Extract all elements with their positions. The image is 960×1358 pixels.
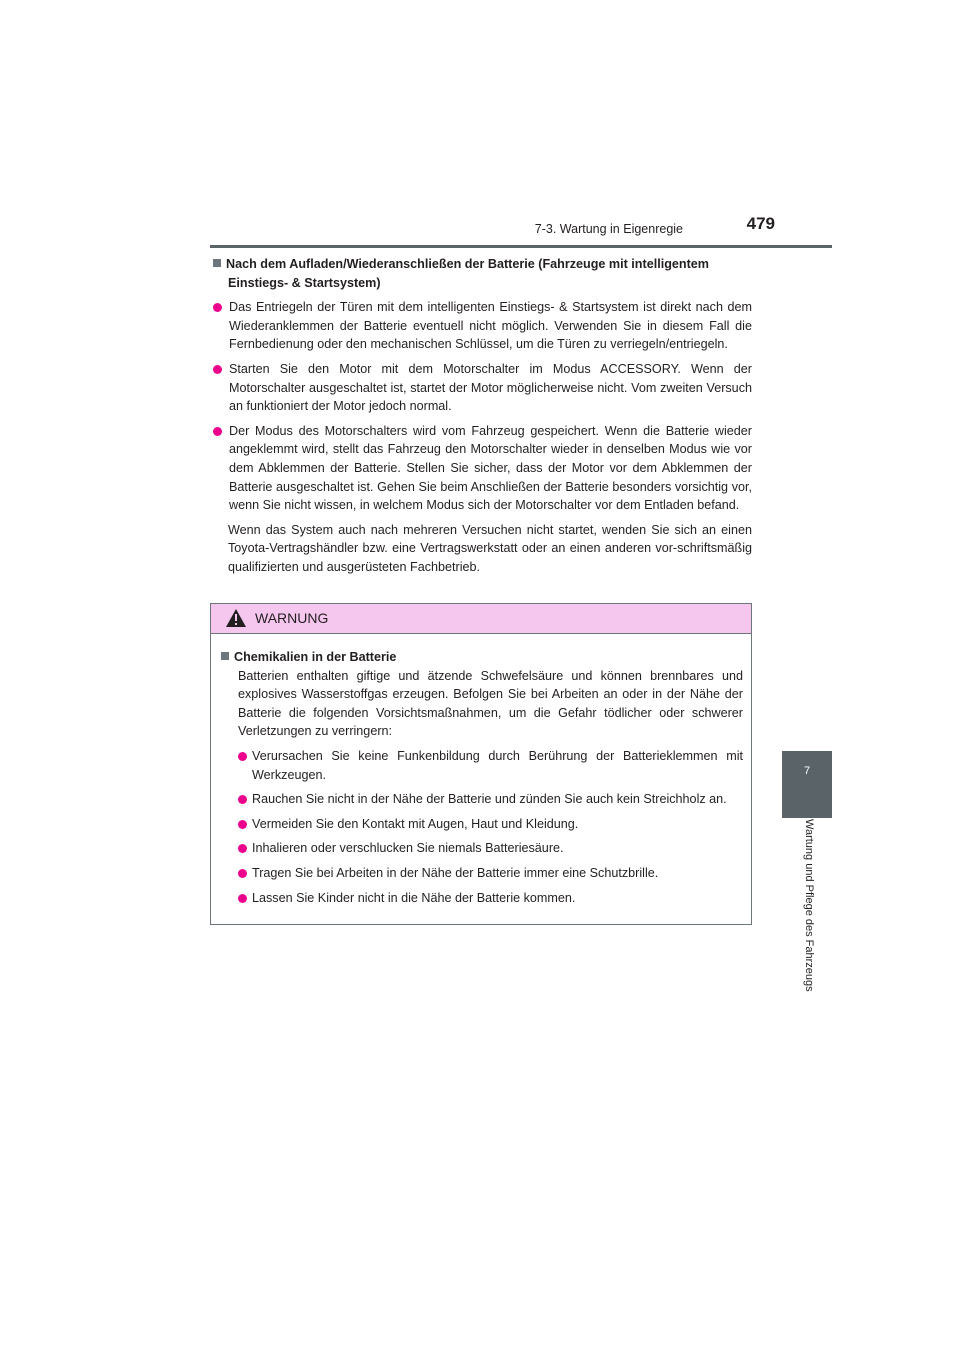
warning-list-item xyxy=(221,864,743,883)
bullet-dot-icon xyxy=(238,795,247,804)
section-label: 7-3. Wartung in Eigenregie xyxy=(534,222,683,236)
bullet-dot-icon xyxy=(238,844,247,853)
list-item-text: Starten Sie den Motor mit dem Motorschalter im Modus ACCESSORY. Wenn der Motorschalter ausgeschaltet ist, startet der Motor möglicherweise nicht. Vom zweiten Versuch an funktioniert der Motor jedoch normal. xyxy=(229,361,752,414)
header-divider xyxy=(210,245,832,248)
square-bullet-icon xyxy=(213,259,221,267)
bullet-dot-icon xyxy=(238,869,247,878)
bullet-dot-icon xyxy=(238,752,247,761)
warning-list-item xyxy=(221,747,743,784)
warning-heading xyxy=(221,648,743,667)
warning-list-item-text: Inhalieren oder verschlucken Sie niemals Batteriesäure. xyxy=(252,841,564,856)
warning-title: WARNUNG xyxy=(255,610,329,626)
list-item xyxy=(213,298,752,354)
warning-body xyxy=(211,634,751,907)
section-heading xyxy=(213,255,752,292)
warning-list-item xyxy=(221,815,743,834)
page-number: 479 xyxy=(746,214,775,233)
warning-list-item-text: Vermeiden Sie den Kontakt mit Augen, Haut und Kleidung. xyxy=(252,816,579,831)
list-item-text: Das Entriegeln der Türen mit dem intelligenten Einstiegs- & Startsystem ist direkt nach dem Wiederanklemmen der Batterie eventuell nicht möglich. Verwenden Sie in diesem Fall die Fernbedienung oder den mechanischen Schlüssel, um die Türen zu verriegeln/entriegeln. xyxy=(229,300,752,352)
bullet-dot-icon xyxy=(238,894,247,903)
square-bullet-icon xyxy=(221,652,229,660)
warning-triangle-icon xyxy=(225,608,247,628)
page-header xyxy=(0,0,960,250)
note-paragraph: Wenn das System auch nach mehreren Versuchen nicht startet, wenden Sie sich an einen Toyota-Vertragshändler bzw. eine Vertragswerkstatt oder an einen anderen vor-schriftsmäßig qualifizierten und ausgerüsteten Fachbetrieb. xyxy=(228,522,752,574)
warning-heading-text: Chemikalien in der Batterie xyxy=(234,650,397,664)
chapter-number: 7 xyxy=(803,765,811,777)
warning-list-item xyxy=(221,889,743,908)
list-item xyxy=(213,360,752,416)
warning-header xyxy=(211,604,751,634)
main-content xyxy=(213,255,752,577)
bullet-dot-icon xyxy=(213,303,222,312)
bullet-dot-icon xyxy=(213,365,222,374)
warning-list-item xyxy=(221,839,743,858)
warning-list-item xyxy=(221,790,743,809)
chapter-tab[interactable] xyxy=(782,751,832,818)
list-item-text: Der Modus des Motorschalters wird vom Fahrzeug gespeichert. Wenn die Batterie wieder angeklemmt wird, stellt das Fahrzeug den Motorschalter wieder in denselben Modus wie vor dem Abklemmen der Batterie. Stellen Sie sicher, dass der Motor vor dem Abklemmen der Batterie ausgeschaltet ist. Gehen Sie beim Anschließen der Batterie besonders vorsichtig vor, wenn Sie nicht wissen, in welchem Modus sich der Motorschalter vor dem Entladen befand. xyxy=(229,423,752,513)
warning-list-item-text: Tragen Sie bei Arbeiten in der Nähe der Batterie immer eine Schutzbrille. xyxy=(252,865,659,880)
section-heading-text: Nach dem Aufladen/Wiederanschließen der Batterie (Fahrzeuge mit intelligentem Einstiegs- & Startsystem) xyxy=(226,257,709,290)
warning-list-item-text: Lassen Sie Kinder nicht in die Nähe der Batterie kommen. xyxy=(252,890,576,905)
bullet-dot-icon xyxy=(213,427,222,436)
chapter-title: Wartung und Pflege des Fahrzeugs xyxy=(803,819,815,992)
warning-box xyxy=(210,603,752,925)
list-item xyxy=(213,422,752,515)
bullet-dot-icon xyxy=(238,820,247,829)
warning-list-item-text: Verursachen Sie keine Funkenbildung durch Berührung der Batterieklemmen mit Werkzeugen. xyxy=(252,748,743,782)
warning-text: Batterien enthalten giftige und ätzende Schwefelsäure und können brennbares und explosives Wasserstoffgas erzeugen. Befolgen Sie bei Arbeiten an oder in der Nähe der Batterie die folgenden Vorsichtsmaßnahmen, um die Gefahr tödlicher oder schwerer Verletzungen zu verringern: xyxy=(238,668,743,739)
warning-list-item-text: Rauchen Sie nicht in der Nähe der Batterie und zünden Sie auch kein Streichholz an. xyxy=(252,792,727,807)
